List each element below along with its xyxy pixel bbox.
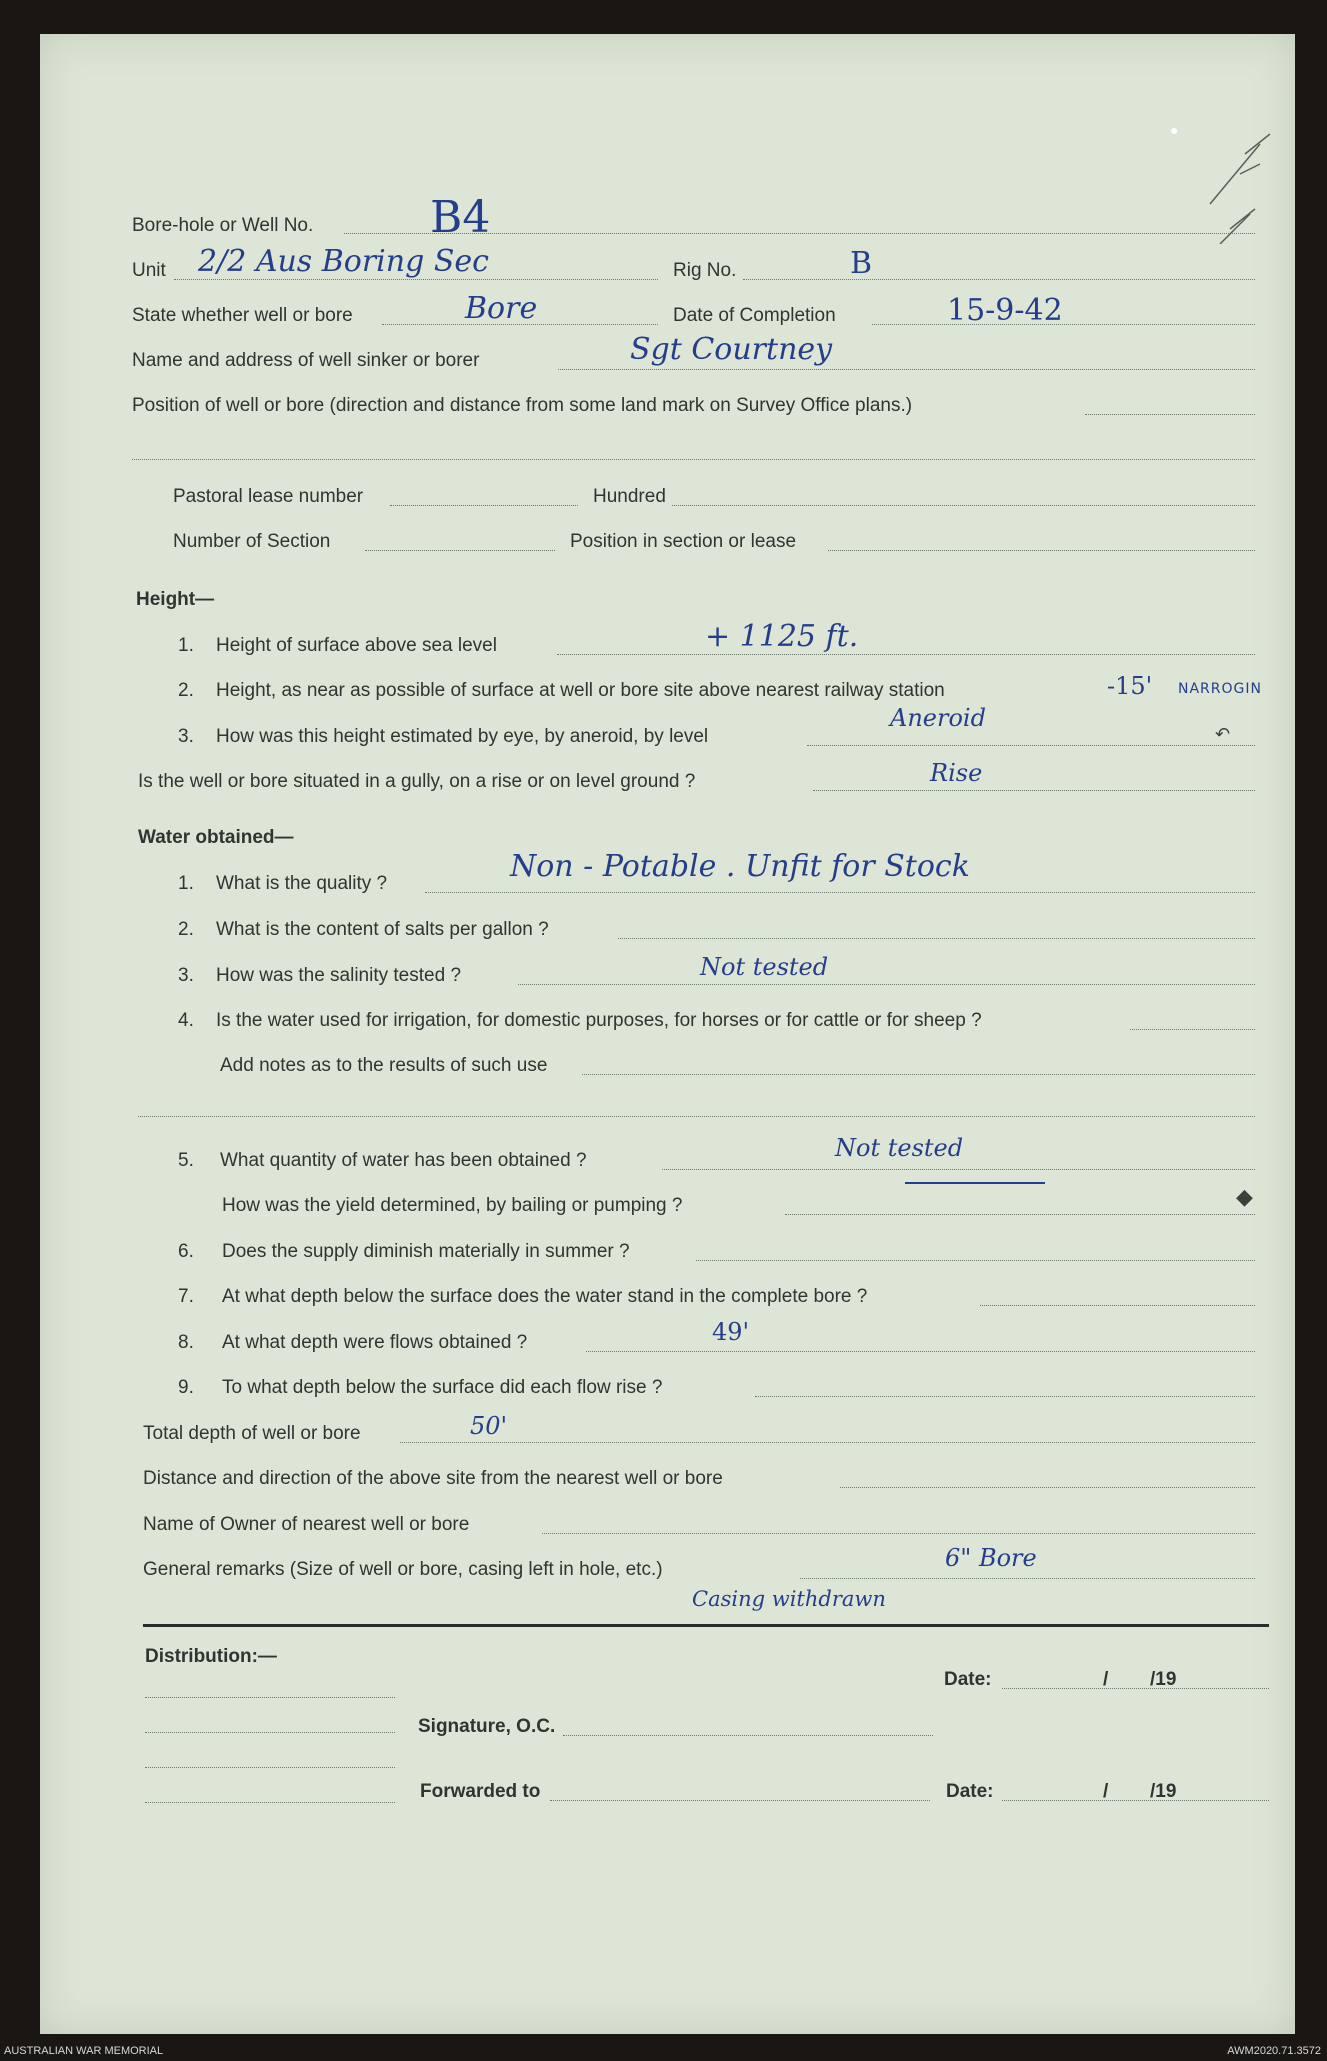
water-q4-notes-line-2 bbox=[138, 1116, 1255, 1117]
date-year-1: /19 bbox=[1150, 1669, 1177, 1690]
water-q5-line bbox=[662, 1169, 1255, 1170]
date-slash-1: / bbox=[1103, 1669, 1109, 1690]
position-line bbox=[1085, 414, 1255, 415]
water-q3-label: How was the salinity tested ? bbox=[216, 965, 462, 986]
rig-label: Rig No. bbox=[673, 260, 737, 281]
water-q1-value: Non - Potable . Unfit for Stock bbox=[510, 849, 970, 884]
forwarded-label: Forwarded to bbox=[420, 1781, 541, 1802]
handwritten-underline bbox=[905, 1182, 1045, 1184]
pastoral-label: Pastoral lease number bbox=[173, 486, 364, 507]
completion-label: Date of Completion bbox=[673, 305, 836, 326]
signature-line bbox=[563, 1735, 933, 1736]
tick-mark-icon: ↶ bbox=[1215, 724, 1231, 744]
date-line-1 bbox=[1002, 1688, 1269, 1689]
water-q2-label: What is the content of salts per gallon ? bbox=[216, 919, 549, 940]
water-q7-num: 7. bbox=[178, 1286, 194, 1307]
distribution-heading: Distribution:— bbox=[145, 1646, 277, 1667]
distribution-line-2 bbox=[145, 1732, 395, 1733]
water-q5-num: 5. bbox=[178, 1150, 194, 1171]
remarks-label: General remarks (Size of well or bore, casing left in hole, etc.) bbox=[143, 1559, 663, 1580]
footer-right: AWM2020.71.3572 bbox=[1227, 2045, 1321, 2057]
height-q2-num: 2. bbox=[178, 680, 194, 701]
water-q5-value: Not tested bbox=[835, 1134, 964, 1162]
water-q2-line bbox=[618, 938, 1255, 939]
water-heading: Water obtained— bbox=[138, 827, 294, 848]
owner-label: Name of Owner of nearest well or bore bbox=[143, 1514, 470, 1535]
position-label: Position of well or bore (direction and distance from some land mark on Survey Office plans.) bbox=[132, 395, 913, 416]
height-q3-value: Aneroid bbox=[890, 704, 986, 732]
water-q4-notes-line bbox=[582, 1074, 1255, 1075]
date-label-2: Date: bbox=[946, 1781, 994, 1802]
water-q6-line bbox=[696, 1260, 1255, 1261]
unit-label: Unit bbox=[132, 260, 166, 281]
water-q3-line bbox=[518, 984, 1255, 985]
date-year-2: /19 bbox=[1150, 1781, 1177, 1802]
height-q2-value: -15' bbox=[1107, 672, 1153, 700]
state-label: State whether well or bore bbox=[132, 305, 353, 326]
depth-line bbox=[400, 1442, 1255, 1443]
height-q1-line bbox=[557, 654, 1255, 655]
height-q1-label: Height of surface above sea level bbox=[216, 635, 497, 656]
water-q9-num: 9. bbox=[178, 1377, 194, 1398]
depth-value: 50' bbox=[470, 1412, 508, 1440]
water-q6-label: Does the supply diminish materially in summer ? bbox=[222, 1241, 630, 1262]
footer-left: AUSTRALIAN WAR MEMORIAL bbox=[4, 2045, 164, 2057]
position-section-line bbox=[828, 550, 1255, 551]
punch-mark-icon: ◆ bbox=[1236, 1184, 1253, 1209]
water-q5b-line bbox=[785, 1214, 1255, 1215]
position-line-2 bbox=[132, 459, 1255, 460]
gully-line bbox=[813, 790, 1255, 791]
section-line bbox=[365, 550, 555, 551]
distribution-line-4 bbox=[145, 1802, 395, 1803]
date-label-1: Date: bbox=[944, 1669, 992, 1690]
state-value: Bore bbox=[465, 291, 538, 326]
height-heading: Height— bbox=[136, 589, 215, 610]
completion-line bbox=[872, 324, 1255, 325]
water-q3-value: Not tested bbox=[700, 953, 829, 981]
rig-line bbox=[743, 279, 1255, 280]
water-q8-value: 49' bbox=[712, 1318, 750, 1346]
height-q3-num: 3. bbox=[178, 726, 194, 747]
signature-label: Signature, O.C. bbox=[418, 1716, 556, 1737]
water-q7-label: At what depth below the surface does the water stand in the complete bore ? bbox=[222, 1286, 868, 1307]
completion-value: 15-9-42 bbox=[947, 293, 1063, 328]
unit-line bbox=[174, 279, 658, 280]
distance-line bbox=[840, 1487, 1255, 1488]
unit-value: 2/2 Aus Boring Sec bbox=[198, 244, 489, 279]
owner-line bbox=[542, 1533, 1255, 1534]
gully-value: Rise bbox=[930, 759, 983, 787]
bore-value: B4 bbox=[430, 192, 491, 243]
height-q3-line bbox=[807, 745, 1255, 746]
water-q4-num: 4. bbox=[178, 1010, 194, 1031]
water-q9-label: To what depth below the surface did each flow rise ? bbox=[222, 1377, 663, 1398]
water-q5-label: What quantity of water has been obtained ? bbox=[220, 1150, 587, 1171]
distribution-line-3 bbox=[145, 1767, 395, 1768]
forwarded-line bbox=[550, 1800, 930, 1801]
water-q1-label: What is the quality ? bbox=[216, 873, 388, 894]
remarks-value-2: Casing withdrawn bbox=[692, 1587, 886, 1611]
water-q9-line bbox=[755, 1396, 1255, 1397]
water-q5b-label: How was the yield determined, by bailing or pumping ? bbox=[222, 1195, 683, 1216]
height-q2-station: NARROGIN bbox=[1178, 681, 1262, 697]
position-section-label: Position in section or lease bbox=[570, 531, 797, 552]
water-q8-num: 8. bbox=[178, 1332, 194, 1353]
remarks-value: 6" Bore bbox=[945, 1544, 1037, 1572]
sinker-value: Sgt Courtney bbox=[630, 332, 833, 367]
water-q4-line bbox=[1130, 1029, 1255, 1030]
gully-label: Is the well or bore situated in a gully, on a rise or on level ground ? bbox=[138, 771, 696, 792]
water-q8-label: At what depth were flows obtained ? bbox=[222, 1332, 528, 1353]
date-line-2 bbox=[1002, 1800, 1269, 1801]
hundred-line bbox=[672, 505, 1255, 506]
water-q4-label: Is the water used for irrigation, for domestic purposes, for horses or for cattle or for sheep ? bbox=[216, 1010, 982, 1031]
water-q4-notes: Add notes as to the results of such use bbox=[220, 1055, 548, 1076]
water-q1-line bbox=[425, 892, 1255, 893]
water-q3-num: 3. bbox=[178, 965, 194, 986]
water-q2-num: 2. bbox=[178, 919, 194, 940]
water-q8-line bbox=[586, 1351, 1255, 1352]
pastoral-line bbox=[390, 505, 578, 506]
height-q1-value: + 1125 ft. bbox=[705, 619, 859, 654]
depth-label: Total depth of well or bore bbox=[143, 1423, 361, 1444]
height-q3-label: How was this height estimated by eye, by aneroid, by level bbox=[216, 726, 709, 747]
water-q7-line bbox=[980, 1305, 1255, 1306]
distance-label: Distance and direction of the above site from the nearest well or bore bbox=[143, 1468, 723, 1489]
distribution-line-1 bbox=[145, 1697, 395, 1698]
pencil-mark-icon bbox=[1200, 114, 1280, 244]
sinker-label: Name and address of well sinker or borer bbox=[132, 350, 480, 371]
water-q6-num: 6. bbox=[178, 1241, 194, 1262]
height-q1-num: 1. bbox=[178, 635, 194, 656]
rig-value: B bbox=[850, 246, 873, 281]
punch-hole-icon: ● bbox=[1170, 122, 1179, 138]
height-q2-label: Height, as near as possible of surface at well or bore site above nearest railway station bbox=[216, 680, 945, 701]
section-divider bbox=[143, 1624, 1269, 1627]
section-label: Number of Section bbox=[173, 531, 331, 552]
hundred-label: Hundred bbox=[593, 486, 666, 507]
date-slash-2: / bbox=[1103, 1781, 1109, 1802]
form-sheet bbox=[40, 34, 1295, 2034]
bore-label: Bore-hole or Well No. bbox=[132, 215, 314, 236]
water-q1-num: 1. bbox=[178, 873, 194, 894]
remarks-line bbox=[800, 1578, 1255, 1579]
sinker-line bbox=[558, 369, 1255, 370]
